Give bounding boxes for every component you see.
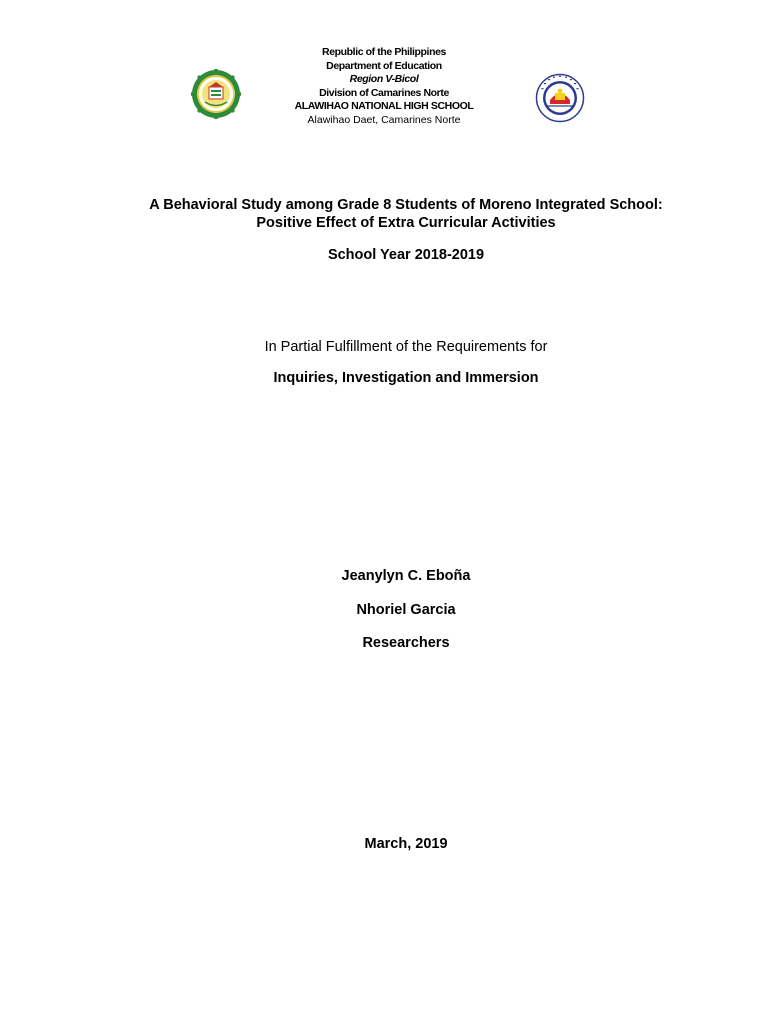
- header-division: Division of Camarines Norte: [319, 86, 449, 99]
- title-line-1: A Behavioral Study among Grade 8 Students of Moreno Integrated School:: [149, 197, 663, 213]
- header-country: Republic of the Philippines: [322, 46, 446, 58]
- letterhead: [0, 46, 768, 128]
- fulfillment-statement: In Partial Fulfillment of the Requirements for: [264, 339, 548, 355]
- header-department: Department of Education: [326, 59, 442, 72]
- header-school-name: ALAWIHAO NATIONAL HIGH SCHOOL: [294, 100, 474, 113]
- header-region: Region V-Bicol: [349, 73, 419, 86]
- header-address: Alawihao Daet, Camarines Norte: [307, 113, 461, 126]
- document-date: March, 2019: [364, 836, 448, 852]
- subject-name: Inquiries, Investigation and Immersion: [273, 370, 539, 386]
- document-title: [0, 196, 768, 232]
- title-line-2: Positive Effect of Extra Curricular Activities: [256, 215, 556, 231]
- researchers-label: Researchers: [362, 635, 450, 651]
- researcher-name: Nhoriel Garcia: [356, 602, 456, 618]
- researcher-name: Jeanylyn C. Eboña: [341, 568, 471, 584]
- school-year: School Year 2018-2019: [327, 247, 485, 263]
